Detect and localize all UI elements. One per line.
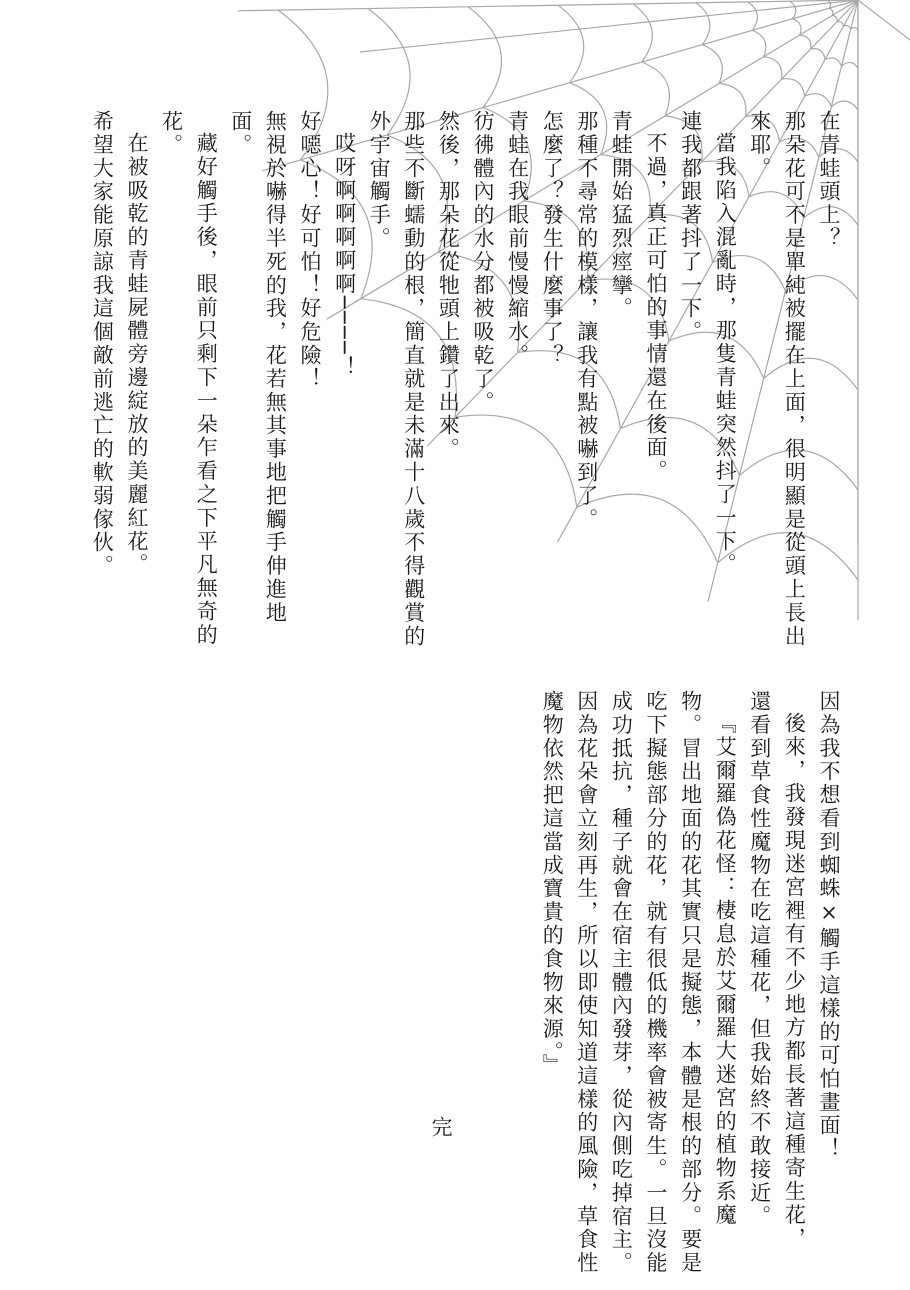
end-mark: 完 (429, 1116, 453, 1137)
text-line: 哎呀啊啊啊啊啊────！ (332, 132, 357, 380)
text-line: 在青蛙頭上？ (817, 110, 841, 251)
text-line: 不過，真正可怕的事情還在後面。 (644, 132, 668, 483)
text-line: 還看到草食性魔物在吃這種花，但我始終不敢接近。 (747, 690, 772, 1229)
text-line: 無視於嚇得半死的我，花若無其事地把觸手伸進地 (263, 110, 288, 625)
text-line: 花。 (159, 110, 184, 157)
text-line: 希望大家能原諒我這個敵前逃亡的軟弱傢伙。 (90, 110, 115, 578)
text-line: 後來，我發現迷宮裡有不少地方都長著這種寄生花， (782, 712, 807, 1251)
text-line: 『艾爾羅偽花怪：棲息於艾爾羅大迷宮的植物系魔 (713, 712, 738, 1227)
text-line: 那朵花可不是單純被擺在上面，很明顯是從頭上長出 (782, 110, 807, 649)
text-line: 怎麼了？發生什麼事了？ (540, 110, 565, 368)
text-line: 面。 (228, 110, 253, 157)
text-line: 然後，那朵花從牠頭上鑽了出來。 (436, 110, 461, 461)
text-line: 外宇宙觸手。 (367, 110, 392, 251)
text-line: 成功抵抗，種子就會在宿主體內發芽，從內側吃掉宿主。 (609, 690, 634, 1275)
text-line: 連我都跟著抖了一下。 (678, 110, 703, 344)
text-line: 當我陷入混亂時，那隻青蛙突然抖了一下。 (713, 132, 738, 577)
text-line: 青蛙在我眼前慢慢縮水。 (505, 110, 530, 368)
text-line: 彷彿體內的水分都被吸乾了。 (471, 110, 495, 415)
text-line: 那種不尋常的模樣，讓我有點被嚇到了。 (574, 110, 599, 532)
text-line: 在被吸乾的青蛙屍體旁邊綻放的美麗紅花。 (125, 132, 149, 577)
text-line: 來耶。 (747, 110, 772, 181)
text-line: 因為我不想看到蜘蛛×觸手這樣的可怕畫面！ (817, 690, 841, 1161)
text-line: 青蛙開始猛烈痙攣。 (609, 110, 634, 321)
text-line: 物。冒出地面的花其實只是擬態，本體是根的部分。要是 (678, 690, 703, 1275)
text-line: 那些不斷蠕動的根，簡直就是未滿十八歲不得觀賞的 (401, 110, 426, 649)
text-line: 吃下擬態部分的花，就有很低的機率會被寄生。一旦沒能 (644, 690, 668, 1275)
text-line: 因為花朵會立刻再生，所以即使知道這樣的風險，草食性 (574, 690, 599, 1275)
text-line: 好噁心！好可怕！好危險！ (298, 110, 322, 391)
text-line: 魔物依然把這當成寶貴的食物來源。』 (540, 690, 565, 1078)
text-line: 藏好觸手後，眼前只剩下一朵乍看之下平凡無奇的 (194, 132, 219, 647)
